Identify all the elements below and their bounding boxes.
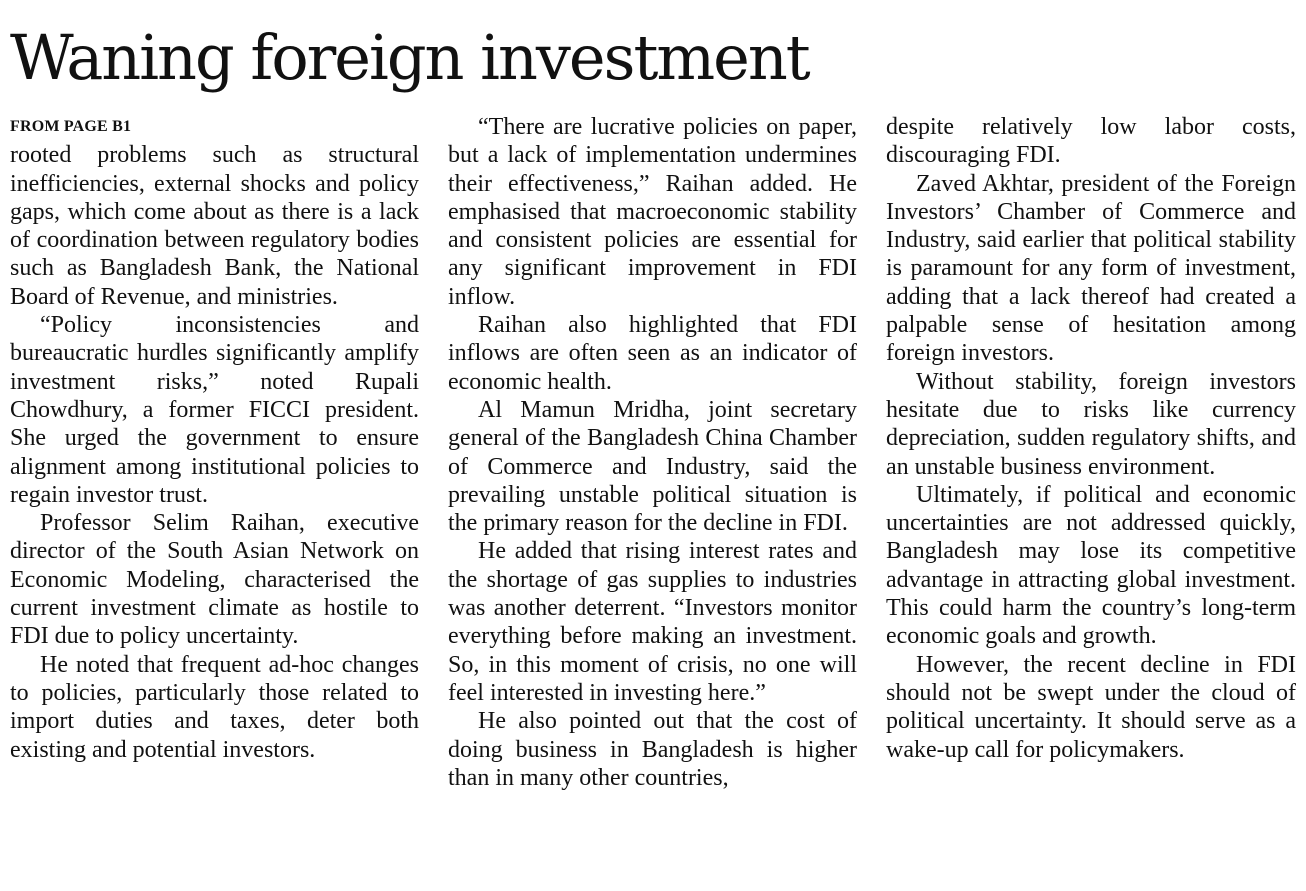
paragraph: Raihan also highlighted that FDI inflows are often seen as an indicator of economic health.: [448, 312, 857, 395]
paragraph: Al Mamun Mridha, joint secretary general of the Bangladesh China Chamber of Commerce and Industry, said the prevailing unstable political situation is the primary reason for the decline in FDI.: [448, 396, 857, 537]
paragraph: Professor Selim Raihan, executive director of the South Asian Network on Economic Modeling, characterised the current investment climate as hostile to FDI due to policy uncertainty.: [10, 510, 419, 650]
article-headline: Waning foreign investment: [10, 21, 809, 94]
paragraph: Ultimately, if political and economic uncertainties are not addressed quickly, Bangladesh may lose its competitive advantage in attracting global investment. This could harm the country’s long-term economic goals and growth.: [886, 481, 1296, 650]
article-column-3: [886, 113, 1296, 883]
paragraph: “Policy inconsistencies and bureaucratic hurdles significantly amplify investment risks,” noted Rupali Chowdhury, a former FICCI president. She urged the government to ensure alignment among institutional policies to regain investor trust.: [10, 312, 419, 508]
paragraph: “There are lucrative policies on paper, but a lack of implementation undermines their effectiveness,” Raihan added. He emphasised that macroeconomic stability and consistent policies are essential for any significant improvement in FDI inflow.: [448, 114, 857, 310]
paragraph: despite relatively low labor costs, discouraging FDI.: [886, 114, 1296, 169]
article-body: [10, 113, 1296, 883]
paragraph: However, the recent decline in FDI should not be swept under the cloud of political uncertainty. It should serve as a wake-up call for policymakers.: [886, 651, 1296, 763]
paragraph: He added that rising interest rates and the shortage of gas supplies to industries was another deterrent. “Investors monitor everything before making an investment. So, in this moment of crisis, no one will feel interested in investing here.”: [448, 538, 857, 706]
article-column-2: [448, 113, 857, 883]
paragraph: He noted that frequent ad-hoc changes to policies, particularly those related to import duties and taxes, deter both existing and potential investors.: [10, 651, 419, 763]
paragraph: rooted problems such as structural inefficiencies, external shocks and policy gaps, which come about as there is a lack of coordination between regulatory bodies such as Bangladesh Bank, the National Board of Revenue, and ministries.: [10, 142, 419, 310]
paragraph: Without stability, foreign investors hesitate due to risks like currency depreciation, sudden regulatory shifts, and an unstable business environment.: [886, 368, 1296, 480]
article-column-1: [10, 113, 419, 883]
paragraph: He also pointed out that the cost of doing business in Bangladesh is higher than in many other countries,: [448, 708, 857, 791]
paragraph: Zaved Akhtar, president of the Foreign Investors’ Chamber of Commerce and Industry, said earlier that political stability is paramount for any form of investment, adding that a lack thereof had created a palpable sense of hesitation among foreign investors.: [886, 170, 1296, 367]
jumpline: FROM PAGE B1: [10, 118, 132, 135]
